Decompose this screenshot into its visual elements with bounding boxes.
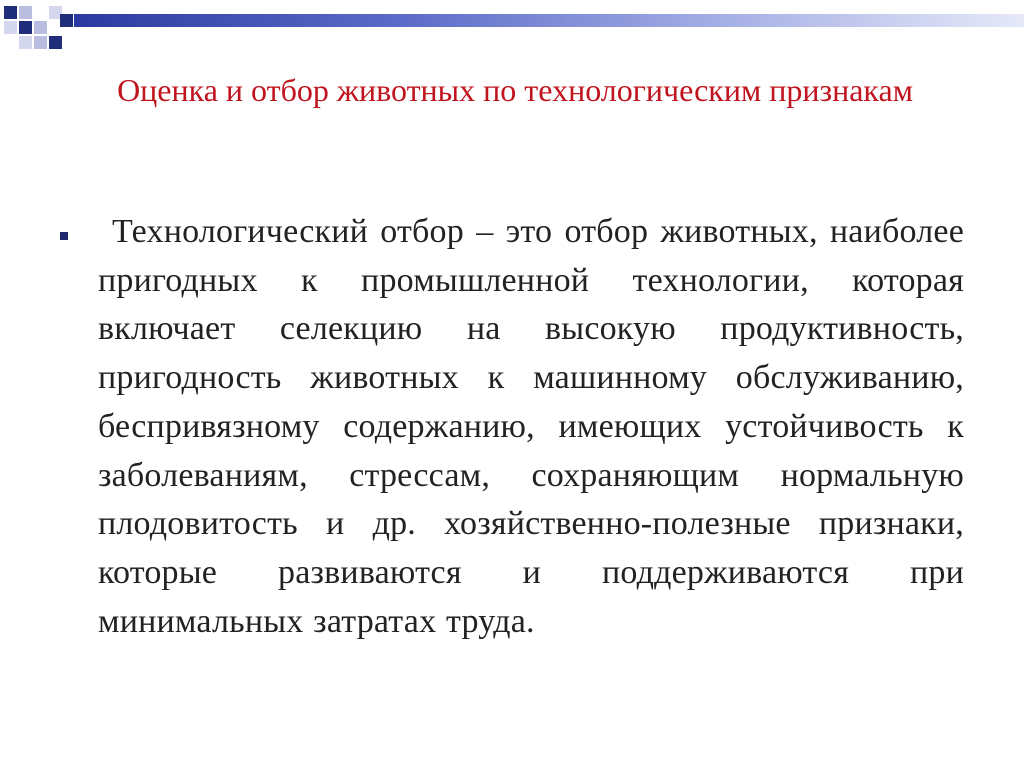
deco-square	[4, 6, 17, 19]
bullet-text: Технологический отбор – это отбор животных, наиболее пригодных к промышленной технологии, которая включает селекцию на высокую продуктивность, пригодность животных к машинному обслуживанию, беспривязному содержанию, имеющих устойчивость к заболеваниям, стрессам, сохраняющим нормальную плодовитость и др. хозяйственно-полезные признаки, которые развиваются и поддерживаются при минимальных затратах труда.	[98, 213, 964, 640]
header-gradient-bar	[74, 14, 1024, 27]
deco-square	[19, 6, 32, 19]
deco-square	[49, 36, 62, 49]
bullet-paragraph	[98, 208, 964, 646]
deco-square	[34, 36, 47, 49]
deco-square	[19, 36, 32, 49]
deco-square	[19, 21, 32, 34]
decorative-header	[0, 0, 1024, 60]
deco-square	[34, 21, 47, 34]
deco-square	[60, 14, 73, 27]
square-bullet-icon	[60, 232, 68, 240]
slide-title: Оценка и отбор животных по технологическим признакам	[117, 72, 913, 108]
deco-square	[4, 21, 17, 34]
